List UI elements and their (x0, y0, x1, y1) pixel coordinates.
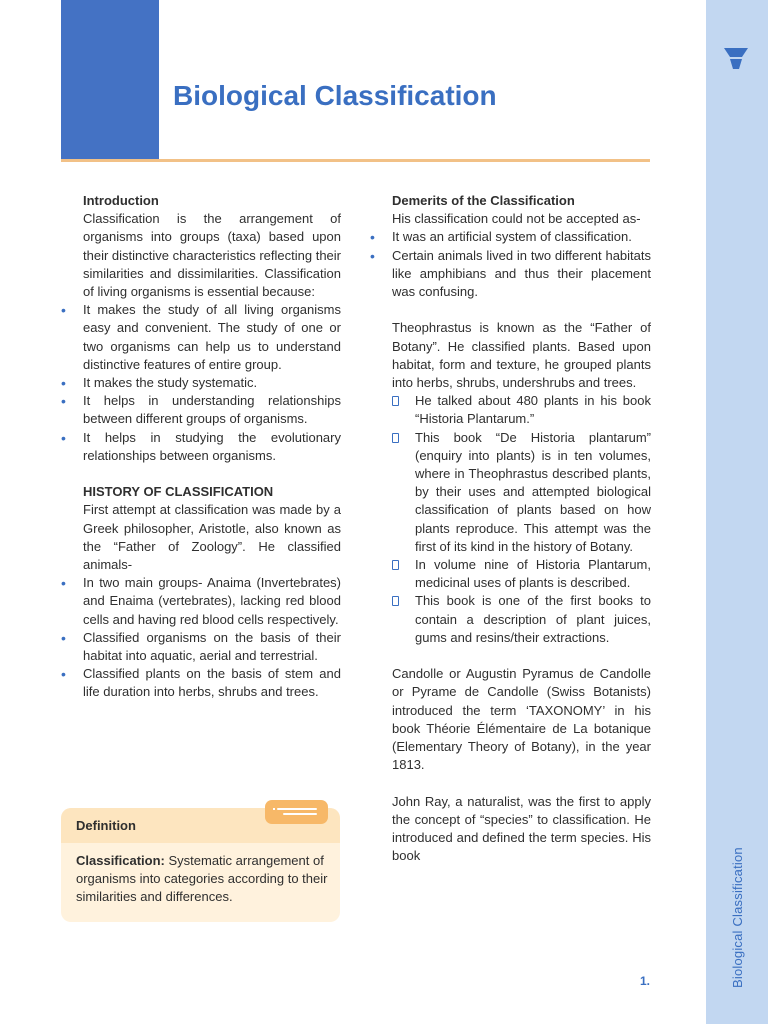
definition-text (76, 852, 332, 907)
list-item: He talked about 480 plants in his book “Historia Plantarum.” (370, 392, 651, 428)
logo-icon (723, 44, 749, 72)
note-tab-icon (265, 800, 328, 824)
square-bullet-icon (392, 433, 399, 443)
definition-body: Systematic arrangement of organisms into categories according to their similarities and differences. (76, 853, 328, 905)
history-bullet-list (61, 574, 341, 701)
list-item: This book “De Historia plantarum” (enquiry into plants) is in ten volumes, where in Theophrastus described plants, by their uses and attempted biological classification of plants based on how plants reproduce. This attempt was the first of its kind in the history of Botany. (370, 429, 651, 556)
john-ray-paragraph: John Ray, a naturalist, was the first to apply the concept of “species” to classification. He introduced and defined the term species. His book (392, 793, 651, 864)
intro-bullet-list (61, 301, 341, 465)
list-item: • It helps in understanding relationships between different groups of organisms. (61, 392, 341, 428)
right-column (370, 192, 651, 865)
list-item: • It makes the study of all living organisms easy and convenient. The study of one or two organisms can help us to understand distinctive features of entire group. (61, 301, 341, 374)
demerits-paragraph: His classification could not be accepted as- (392, 211, 641, 227)
square-bullet-icon (392, 560, 399, 570)
square-bullet-icon (392, 596, 399, 606)
side-label: Biological Classification (730, 847, 745, 988)
list-item: This book is one of the first books to contain a description of plant juices, gums and resins/their extractions. (370, 592, 651, 647)
list-item: • Certain animals lived in two different habitats like amphibians and thus their placement was confusing. (370, 247, 651, 302)
list-item: • It helps in studying the evolutionary relationships between organisms. (61, 429, 341, 465)
page-number: 1. (640, 974, 651, 988)
demerits-bullet-list (370, 228, 651, 301)
history-paragraph: First attempt at classification was made by a Greek philosopher, Aristotle, also known as the “Father of Zoology”. He classified animals- (83, 502, 341, 573)
list-item: • Classified plants on the basis of stem and life duration into herbs, shrubs and trees. (61, 665, 341, 701)
definition-title: Definition (76, 818, 136, 833)
header-color-block (61, 0, 159, 160)
title-underline (61, 159, 650, 162)
definition-term: Classification: (76, 853, 165, 868)
candolle-paragraph: Candolle or Augustin Pyramus de Candolle or Pyrame de Candolle (Swiss Botanists) introduced the term ‘TAXONOMY’ in his book Théorie Élémentaire de La botanique (Elementary Theory of Botany), in the year 1813. (392, 666, 651, 773)
theophrastus-paragraph: Theophrastus is known as the “Father of Botany”. He classified plants. Based upon habitat, form and texture, he grouped plants into herbs, shrubs, undershrubs and trees. (392, 320, 651, 391)
theophrastus-list (370, 392, 651, 647)
intro-paragraph: Classification is the arrangement of organisms into groups (taxa) based upon their distinctive characteristics reflecting their similarities and dissimilarities. Classification of living organisms is essential because: (83, 211, 341, 300)
list-item: • It makes the study systematic. (61, 374, 341, 392)
intro-heading: Introduction (83, 193, 159, 208)
left-column (61, 192, 341, 702)
list-item: • It was an artificial system of classification. (370, 228, 651, 246)
square-bullet-icon (392, 396, 399, 406)
history-heading: HISTORY OF CLASSIFICATION (83, 484, 274, 500)
list-item: • Classified organisms on the basis of their habitat into aquatic, aerial and terrestrial. (61, 629, 341, 665)
page-title: Biological Classification (173, 80, 497, 111)
list-item: In volume nine of Historia Plantarum, medicinal uses of plants is described. (370, 556, 651, 592)
demerits-heading: Demerits of the Classification (392, 193, 575, 208)
list-item: • In two main groups- Anaima (Invertebrates) and Enaima (vertebrates), lacking red blood cells and having red blood cells respectively. (61, 574, 341, 629)
definition-box (61, 808, 340, 922)
